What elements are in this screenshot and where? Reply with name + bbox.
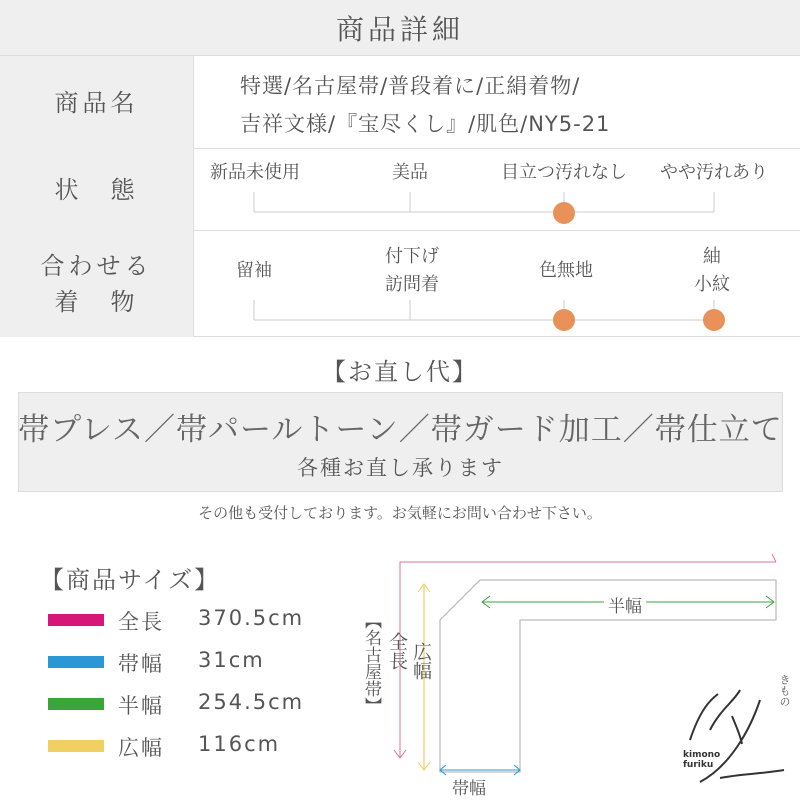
condition-scale-3: 目立つ汚れなし [501,162,627,183]
legend-bar-obi-width [48,656,104,668]
size-title: 【商品サイズ】 [40,566,221,594]
legend-bar-wide [48,740,104,752]
alteration-note: その他も受付しております。お気軽にお問い合わせ下さい。 [198,504,602,522]
diagram-wide-label: 広幅 [410,642,432,680]
match-scale-2a: 付下げ [385,246,439,267]
product-label: 商品名 [0,56,193,149]
condition-scale-4: やや汚れあり [660,162,768,183]
match-scale-1: 留袖 [236,260,272,281]
diagram-title: 【名古屋帯】 [361,612,381,714]
match-scale-line [240,296,740,336]
match-label [0,231,193,337]
brand-logo-mark [680,670,790,790]
legend-value-half: 254.5cm [198,690,305,714]
diagram-total-label: 全長 [386,632,408,670]
product-name-line2: 吉祥文様/『宝尽くし』/肌色/NY5-21 [240,112,611,136]
legend-label-total: 全長 [118,610,164,634]
legend-bar-half [48,698,104,710]
match-selected-dot-1 [553,309,575,331]
alteration-title: 【お直し代】 [322,358,478,386]
match-scale-2b: 訪問着 [385,274,439,295]
match-label-line2: 着 物 [54,288,139,316]
match-scale-4a: 紬 [703,246,721,267]
condition-scale-line [240,186,740,226]
condition-scale-2: 美品 [392,162,428,183]
diagram-half-label: 半幅 [604,592,646,617]
diagram-obi-width-label: 帯幅 [452,779,486,799]
match-scale-3: 色無地 [539,260,593,281]
brand-logo-kana: きもの [778,674,791,707]
legend-label-half: 半幅 [118,694,164,718]
legend-label-wide: 広幅 [118,736,164,760]
brand-logo-text: kimono furiku [683,750,721,770]
legend-label-obi-width: 帯幅 [118,652,164,676]
legend-value-total: 370.5cm [198,606,305,630]
condition-label: 状 態 [0,149,193,231]
page-title: 商品詳細 [0,0,800,56]
match-label-line1: 合わせる [40,252,153,280]
column-divider [193,56,194,337]
legend-bar-total [48,614,104,626]
alteration-main: 帯プレス／帯パールトーン／帯ガード加工／帯仕立て [18,412,783,448]
match-selected-dot-2 [703,309,725,331]
alteration-sub: 各種お直し承ります [297,456,504,480]
match-scale-4b: 小紋 [694,274,730,295]
product-name-line1: 特選/名古屋帯/普段着に/正絹着物/ [240,74,581,98]
condition-scale-1: 新品未使用 [210,162,300,183]
legend-value-obi-width: 31cm [198,648,265,672]
legend-value-wide: 116cm [198,732,281,756]
condition-selected-dot [553,202,575,224]
